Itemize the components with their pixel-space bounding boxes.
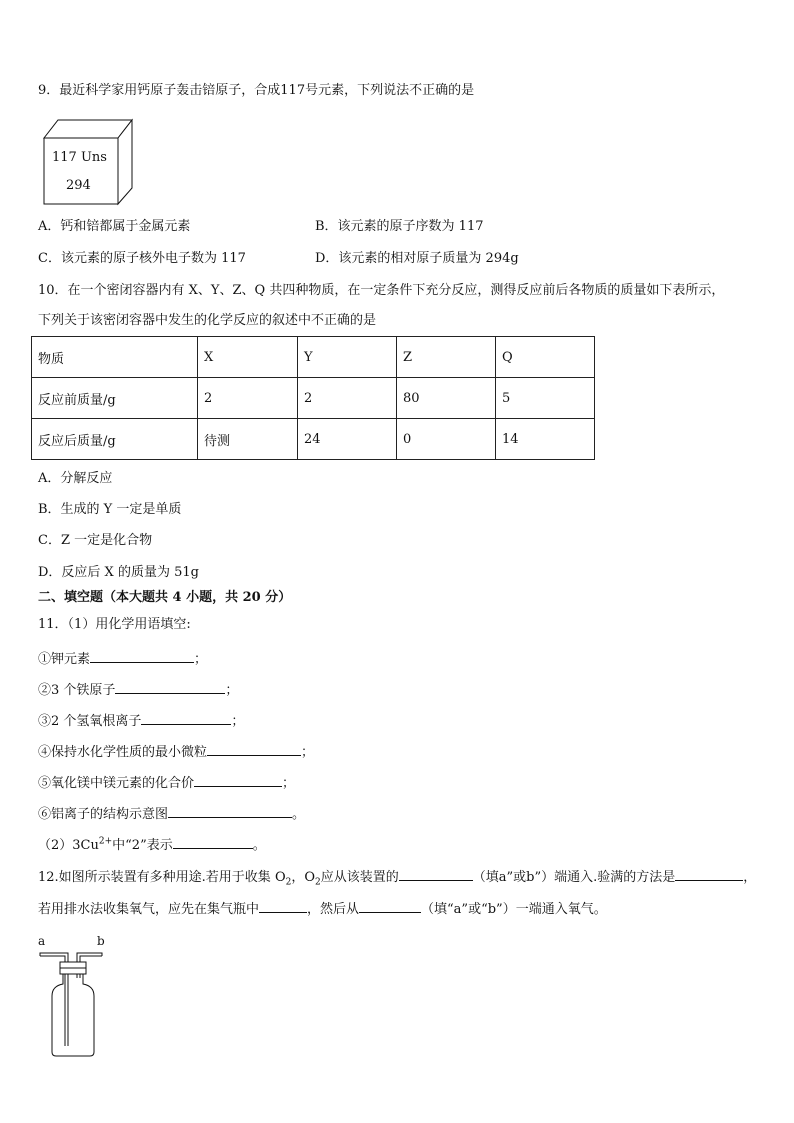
cube-symbol-line: 117 Uns — [52, 150, 107, 165]
answer-blank[interactable] — [259, 898, 307, 913]
table-cell: 5 — [496, 378, 595, 419]
q11-item-label: ⑤氧化镁中镁元素的化合价 — [38, 776, 195, 791]
gas-bottle-figure — [34, 948, 114, 1058]
q9-stem: 9．最近科学家用钙原子轰击锫原子，合成117号元素，下列说法不正确的是 — [38, 83, 475, 98]
answer-blank[interactable] — [141, 710, 231, 725]
q12-line2 — [38, 898, 607, 919]
q9-option-d[interactable]: D．该元素的相对原子质量为 294g — [315, 251, 519, 266]
q10-option-d[interactable]: D．反应后 X 的质量为 51g — [38, 565, 199, 580]
q11-item-2 — [38, 679, 238, 700]
q11-part2-end: 。 — [252, 838, 266, 853]
answer-blank[interactable] — [675, 866, 743, 881]
q11-item-label: ②3 个铁原子 — [38, 683, 116, 698]
table-header-cell: X — [198, 337, 298, 378]
q12-text: （填a”或b”）端通入.验满的方法是 — [472, 870, 676, 885]
q9-option-a[interactable]: A．钙和锫都属于金属元素 — [38, 219, 191, 234]
q11-item-end: ； — [301, 745, 315, 760]
q11-item-label: ⑥铝离子的结构示意图 — [38, 807, 169, 822]
q11-part2-post: 中“2”表示 — [112, 838, 173, 853]
answer-blank[interactable] — [173, 834, 253, 849]
answer-blank[interactable] — [194, 772, 282, 787]
table-header-cell: 物质 — [32, 337, 198, 378]
mass-table — [31, 336, 595, 460]
q11-item-end: ； — [225, 683, 239, 698]
answer-blank[interactable] — [115, 679, 225, 694]
subscript: 2 — [285, 877, 292, 888]
q11-item-1 — [38, 648, 207, 669]
answer-blank[interactable] — [90, 648, 194, 663]
q11-item-end: ； — [231, 714, 245, 729]
table-cell: 反应后质量/g — [32, 419, 198, 460]
q10-option-a[interactable]: A．分解反应 — [38, 471, 113, 486]
q11-item-end: 。 — [292, 807, 306, 822]
q11-intro: 11．（1）用化学用语填空: — [38, 617, 191, 632]
q10-stem-line1: 10．在一个密闭容器内有 X、Y、Z、Q 共四种物质，在一定条件下充分反应，测得反应前后各物质的质量如下表所示， — [38, 283, 725, 298]
q11-part2-pre: （2）3Cu — [38, 838, 99, 853]
q12-text: 应从该装置的 — [320, 870, 399, 885]
answer-blank[interactable] — [168, 803, 292, 818]
q12-text: 12.如图所示装置有多种用途.若用于收集 O — [38, 870, 286, 885]
q11-item-end: ； — [282, 776, 296, 791]
q11-item-end: ； — [194, 652, 208, 667]
q12-text: 若用排水法收集氧气，应先在集气瓶中 — [38, 902, 260, 917]
q12-text: ， — [743, 870, 757, 885]
q10-option-b[interactable]: B．生成的 Y 一定是单质 — [38, 502, 182, 517]
q11-item-label: ③2 个氢氧根离子 — [38, 714, 142, 729]
q11-part2 — [38, 834, 266, 855]
q9-option-b[interactable]: B．该元素的原子序数为 117 — [315, 219, 484, 234]
table-header-row — [32, 337, 595, 378]
q12-text: （填“a”或“b”）一端通入氧气。 — [421, 902, 607, 917]
q9-option-c[interactable]: C．该元素的原子核外电子数为 117 — [38, 251, 246, 266]
table-cell: 2 — [198, 378, 298, 419]
table-row — [32, 378, 595, 419]
cube-mass-line: 294 — [66, 178, 91, 193]
table-row — [32, 419, 595, 460]
table-cell: 14 — [496, 419, 595, 460]
tube-label-a: a — [38, 934, 46, 948]
q10-stem-line2: 下列关于该密闭容器中发生的化学反应的叙述中不正确的是 — [38, 313, 377, 328]
table-cell: 80 — [397, 378, 496, 419]
q12-line1 — [38, 866, 756, 887]
table-header-cell: Q — [496, 337, 595, 378]
charge-superscript: 2+ — [98, 836, 113, 847]
q12-text: ，O — [291, 870, 316, 885]
table-cell: 2 — [298, 378, 397, 419]
table-header-cell: Z — [397, 337, 496, 378]
q12-text: ，然后从 — [307, 902, 360, 917]
q11-item-label: ①钾元素 — [38, 652, 91, 667]
answer-blank[interactable] — [359, 898, 421, 913]
q11-item-5 — [38, 772, 295, 793]
q11-item-3 — [38, 710, 244, 731]
section-title: 二、填空题（本大题共 4 小题，共 20 分） — [38, 590, 292, 605]
tube-label-b: b — [97, 934, 105, 948]
table-cell: 待测 — [198, 419, 298, 460]
q11-item-4 — [38, 741, 314, 762]
answer-blank[interactable] — [207, 741, 301, 756]
answer-blank[interactable] — [399, 866, 473, 881]
q11-item-6 — [38, 803, 305, 824]
table-header-cell: Y — [298, 337, 397, 378]
table-cell: 0 — [397, 419, 496, 460]
table-cell: 24 — [298, 419, 397, 460]
q11-item-label: ④保持水化学性质的最小微粒 — [38, 745, 208, 760]
table-cell: 反应前质量/g — [32, 378, 198, 419]
subscript: 2 — [315, 877, 321, 888]
q10-option-c[interactable]: C．Z 一定是化合物 — [38, 533, 153, 548]
